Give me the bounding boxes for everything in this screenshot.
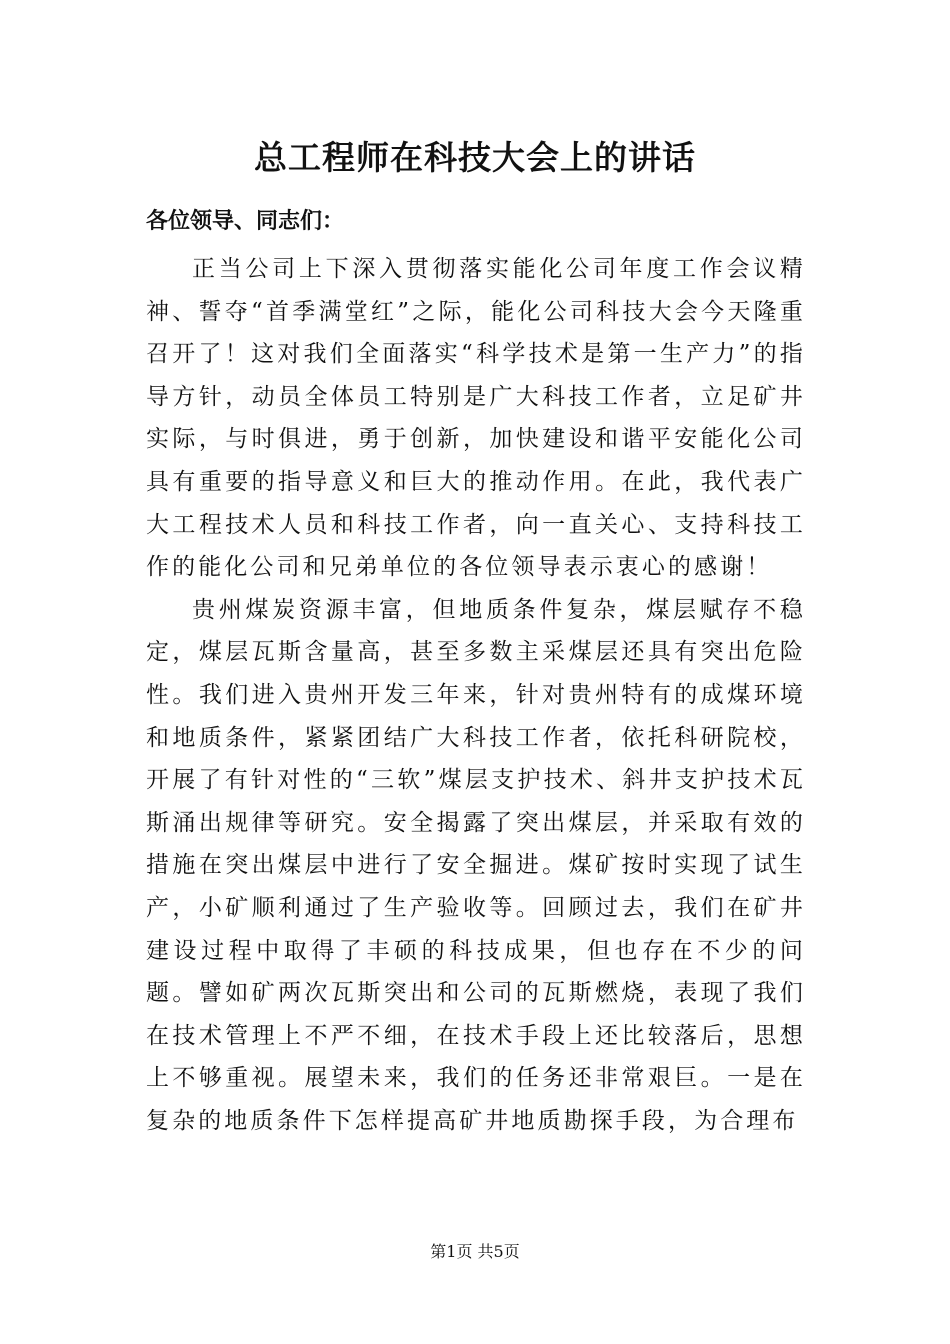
document-title: 总工程师在科技大会上的讲话: [254, 138, 696, 177]
document-body: [146, 248, 806, 1142]
paragraph-2: 贵州煤炭资源丰富，但地质条件复杂，煤层赋存不稳定，煤层瓦斯含量高，甚至多数主采煤层还具有突出危险性。我们进入贵州开发三年来，针对贵州特有的成煤环境和地质条件，紧紧团结广大科技工作者，依托科研院校，开展了有针对性的“三软”煤层支护技术、斜井支护技术瓦斯涌出规律等研究。安全揭露了突出煤层，并采取有效的措施在突出煤层中进行了安全掘进。煤矿按时实现了试生产，小矿顺利通过了生产验收等。回顾过去，我们在矿井建设过程中取得了丰硕的科技成果，但也存在不少的问题。譬如矿两次瓦斯突出和公司的瓦斯燃烧，表现了我们在技术管理上不严不细，在技术手段上还比较落后，思想上不够重视。展望未来，我们的任务还非常艰巨。一是在复杂的地质条件下怎样提高矿井地质勘探手段，为合理布: [146, 596, 806, 1134]
salutation: 各位领导、同志们：: [146, 209, 345, 234]
paragraph-1: 正当公司上下深入贯彻落实能化公司年度工作会议精神、誓夺“首季满堂红”之际，能化公司科技大会今天隆重召开了！这对我们全面落实“科学技术是第一生产力”的指导方针，动员全体员工特别是广大科技工作者，立足矿井实际，与时俱进，勇于创新，加快建设和谐平安能化公司具有重要的指导意义和巨大的推动作用。在此，我代表广大工程技术人员和科技工作者，向一直关心、支持科技工作的能化公司和兄弟单位的各位领导表示衷心的感谢！: [146, 256, 806, 581]
page-footer: 第1页 共5页: [430, 1242, 520, 1261]
